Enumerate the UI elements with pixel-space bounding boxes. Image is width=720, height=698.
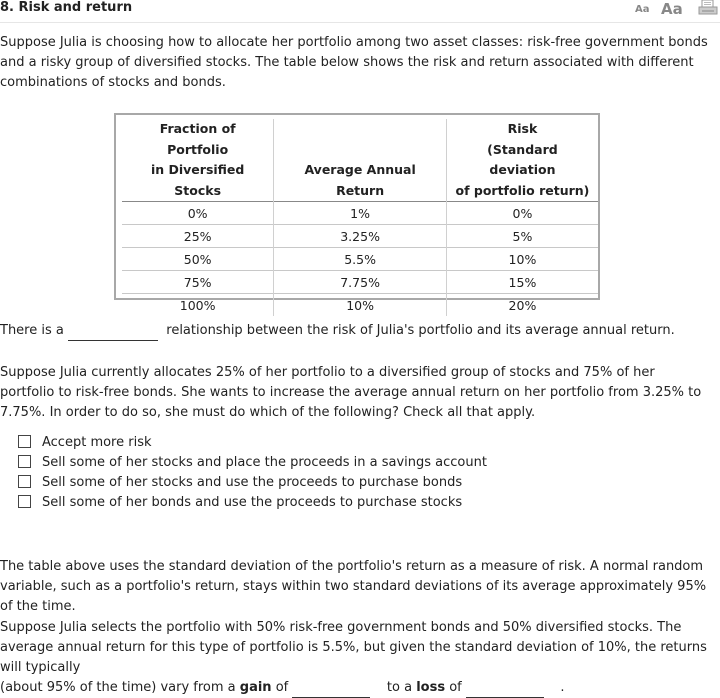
risk-return-table [114,113,600,313]
cell-return: 3.25% [274,225,447,248]
loss-label: loss [416,680,446,695]
option-label: Sell some of her bonds and use the proceeds to purchase stocks [42,495,463,510]
cell-risk: 15% [446,271,598,294]
option-label: Sell some of her stocks and place the proceeds in a savings account [42,455,487,470]
cell-fraction: 75% [122,271,274,294]
cell-fraction: 100% [122,294,274,317]
cell-return: 5.5% [274,248,447,271]
col-header-fraction: Fraction of Portfolio in Diversified Stocks [150,121,245,198]
cell-fraction: 50% [122,248,274,271]
print-icon[interactable] [698,0,718,16]
range-sentence [0,678,712,698]
checkbox-option-accept-risk[interactable] [18,433,152,453]
table-row [122,202,598,225]
loss-dropdown[interactable] [466,682,544,698]
table-row [122,271,598,294]
option-label: Accept more risk [42,435,152,450]
risk-return-grid [122,119,598,316]
checkbox-option-buy-bonds[interactable] [18,473,462,493]
question-title: 8. Risk and return [0,0,133,15]
checkbox-option-buy-stocks[interactable] [18,493,462,513]
checkbox[interactable] [18,495,31,508]
table-row [122,248,598,271]
cell-return: 7.75% [274,271,447,294]
checkbox-option-savings[interactable] [18,453,487,473]
table-header-row [122,119,598,202]
question-header [0,0,720,23]
gain-label: gain [239,680,272,695]
cell-return: 1% [274,202,447,225]
q1-text-before: There is a [0,323,64,338]
range-text-of: of [275,680,289,695]
checkbox[interactable] [18,475,31,488]
range-text-to: to a [386,680,413,695]
font-size-small-button[interactable]: Aa [635,4,650,15]
checkbox[interactable] [18,435,31,448]
cell-return: 10% [274,294,447,317]
q2-paragraph: Suppose Julia currently allocates 25% of her portfolio to a diversified group of stocks and 75% of her portfolio to risk-free bonds. She wants to increase the average annual return on her portfolio from 3.25% to 7.75%. In order to do so, she must do which of the following? Check all that apply. [0,365,702,420]
cell-risk: 10% [446,248,598,271]
range-text-a: (about 95% of the time) vary from a [0,680,236,695]
gain-dropdown[interactable] [292,682,370,698]
col-header-risk: Risk (Standard deviation of portfolio return) [446,119,598,202]
option-label: Sell some of her stocks and use the proceeds to purchase bonds [42,475,463,490]
range-paragraph [0,618,712,698]
q1-sentence [0,321,712,341]
cell-risk: 0% [446,202,598,225]
table-row [122,294,598,317]
cell-fraction: 25% [122,225,274,248]
std-dev-paragraph: The table above uses the standard deviation of the portfolio's return as a measure of risk. A normal random variable, such as a portfolio's return, stays within two standard deviations of its average approximately 95% of the time. [0,559,707,614]
table-row [122,225,598,248]
cell-fraction: 0% [122,202,274,225]
font-size-large-button[interactable]: Aa [661,0,683,18]
relationship-dropdown[interactable] [68,325,158,341]
q1-text-after: relationship between the risk of Julia's portfolio and its average annual return. [166,323,675,338]
range-period: . [560,680,565,695]
checkbox[interactable] [18,455,31,468]
col-header-return: Average Annual Return [274,119,447,202]
cell-risk: 20% [446,294,598,317]
cell-risk: 5% [446,225,598,248]
range-text-of: of [449,680,462,695]
intro-paragraph: Suppose Julia is choosing how to allocate her portfolio among two asset classes: risk-free government bonds and a risky group of diversified stocks. The table below shows the risk and return associated with different combinations of stocks and bonds. [0,35,708,90]
range-paragraph-text: Suppose Julia selects the portfolio with 50% risk-free government bonds and 50% diversified stocks. The average annual return for this type of portfolio is 5.5%, but given the standard deviation of 10%, the returns will typically [0,620,707,675]
